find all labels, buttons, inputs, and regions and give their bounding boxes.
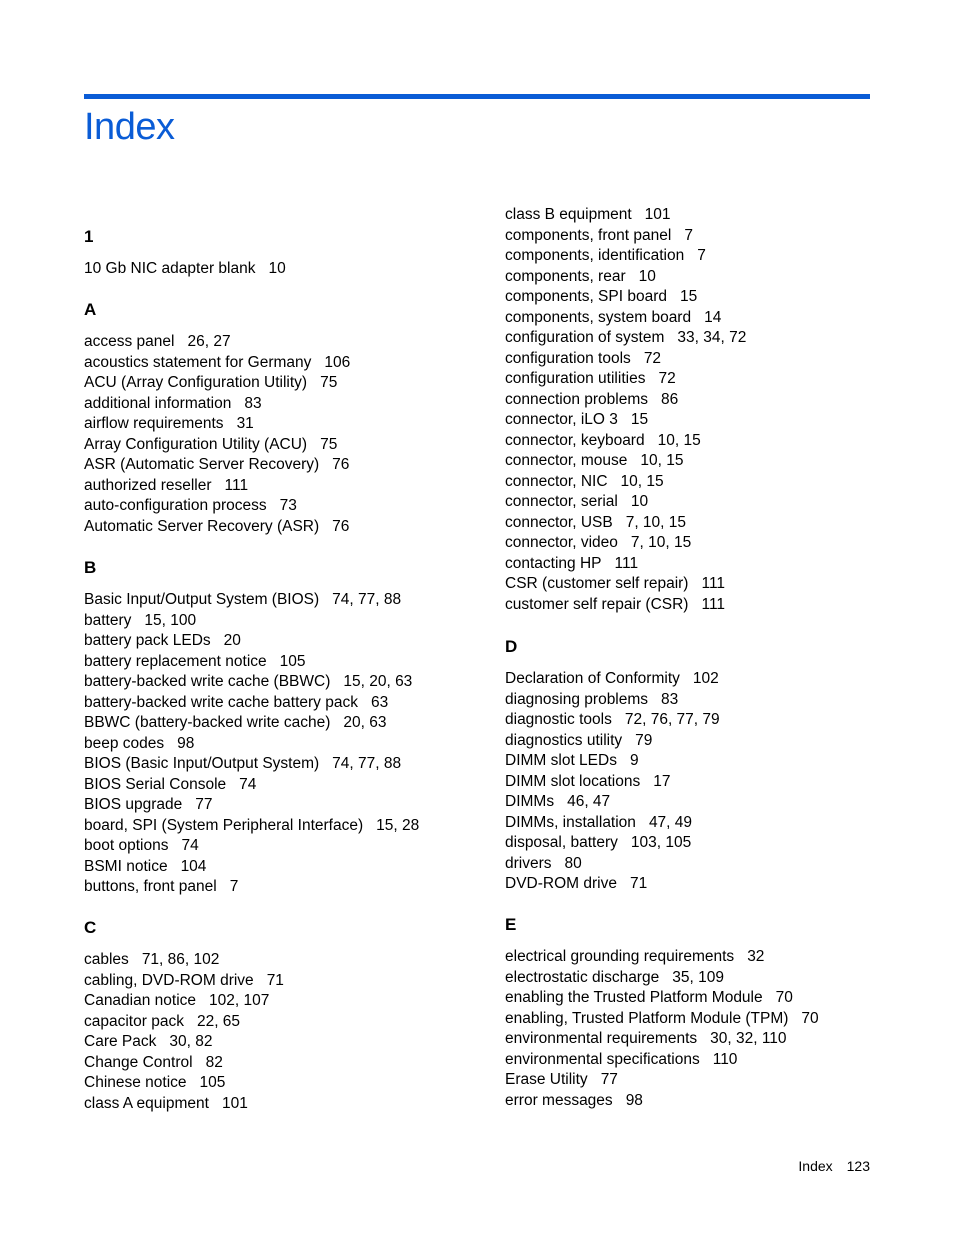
index-entry xyxy=(505,472,905,493)
index-entry xyxy=(505,328,905,349)
index-entry xyxy=(84,435,484,456)
index-section xyxy=(505,637,905,895)
index-page-refs: 10 xyxy=(268,260,286,277)
index-entry xyxy=(84,991,484,1012)
index-entry xyxy=(505,1029,905,1050)
index-term: connector, serial xyxy=(505,493,618,510)
index-entry xyxy=(505,988,905,1009)
index-term: diagnosing problems xyxy=(505,690,649,708)
index-page-refs: 105 xyxy=(279,652,306,670)
index-term: battery xyxy=(84,611,132,629)
index-term: connector, USB xyxy=(505,513,613,531)
footer-section-label: Index xyxy=(798,1158,833,1174)
page-footer xyxy=(798,1158,870,1174)
index-entry xyxy=(84,672,484,693)
index-entry xyxy=(505,947,905,968)
index-term: Declaration of Conformity xyxy=(505,670,680,687)
index-term: 10 Gb NIC adapter blank xyxy=(84,260,256,277)
index-entry xyxy=(84,857,484,878)
index-page-refs: 106 xyxy=(324,353,351,371)
index-page-refs: 15, 28 xyxy=(376,816,420,834)
index-page-refs: 76 xyxy=(332,517,350,535)
section-letter: 1 xyxy=(84,227,94,246)
index-term: class B equipment xyxy=(505,206,632,223)
index-entry xyxy=(84,877,484,898)
index-page-refs: 103, 105 xyxy=(630,834,692,851)
index-term: ACU (Array Configuration Utility) xyxy=(84,374,308,391)
index-term: connector, mouse xyxy=(505,452,628,469)
title-rule xyxy=(84,94,870,99)
index-entry xyxy=(84,259,484,280)
index-entry xyxy=(84,1094,484,1115)
index-term: BBWC (battery-backed write cache) xyxy=(84,714,331,731)
index-term: access panel xyxy=(84,333,175,350)
index-page-refs: 22, 65 xyxy=(196,1012,241,1030)
index-entry xyxy=(505,833,905,854)
index-term: enabling, Trusted Platform Module (TPM) xyxy=(505,1009,789,1027)
index-entry xyxy=(505,1070,905,1091)
index-term: components, system board xyxy=(505,308,692,326)
index-page-refs: 83 xyxy=(661,690,679,708)
index-term: electrical grounding requirements xyxy=(505,948,735,965)
index-term: disposal, battery xyxy=(505,834,618,851)
index-page-refs: 9 xyxy=(629,752,639,769)
index-page-refs: 75 xyxy=(320,435,338,453)
index-entry xyxy=(84,455,484,476)
index-term: Array Configuration Utility (ACU) xyxy=(84,435,308,453)
index-page-refs: 15, 20, 63 xyxy=(343,673,413,690)
index-term: BIOS Serial Console xyxy=(84,775,227,793)
index-entry xyxy=(505,669,905,690)
index-term: board, SPI (System Peripheral Interface) xyxy=(84,816,364,834)
index-page-refs: 71 xyxy=(266,971,284,989)
index-term: connector, video xyxy=(505,534,618,551)
index-page-refs: 111 xyxy=(224,476,249,494)
index-term: authorized reseller xyxy=(84,476,212,494)
index-entry xyxy=(505,710,905,731)
index-term: airflow requirements xyxy=(84,415,224,432)
index-entry xyxy=(505,369,905,390)
index-entry xyxy=(505,731,905,752)
index-page-refs: 80 xyxy=(564,854,582,872)
index-entry xyxy=(84,734,484,755)
index-term: additional information xyxy=(84,394,232,412)
index-section xyxy=(505,915,905,1111)
index-term: environmental requirements xyxy=(505,1030,698,1047)
index-term: drivers xyxy=(505,854,552,872)
index-page-refs: 76 xyxy=(332,456,350,473)
index-page-refs: 98 xyxy=(625,1091,643,1109)
index-page-refs: 77 xyxy=(600,1071,618,1088)
index-page-refs: 74, 77, 88 xyxy=(332,591,402,608)
index-page-refs: 74 xyxy=(239,775,257,793)
index-entry xyxy=(84,775,484,796)
index-page-refs: 111 xyxy=(701,595,726,613)
index-entry xyxy=(505,308,905,329)
index-term: enabling the Trusted Platform Module xyxy=(505,989,763,1006)
index-term: Canadian notice xyxy=(84,992,197,1009)
index-entry xyxy=(84,713,484,734)
index-entry xyxy=(84,611,484,632)
index-entry xyxy=(84,816,484,837)
index-page-refs: 70 xyxy=(775,989,793,1006)
index-entry xyxy=(505,349,905,370)
index-page-refs: 47, 49 xyxy=(648,813,693,831)
index-page-refs: 74 xyxy=(181,837,199,854)
index-page-refs: 20 xyxy=(223,632,241,649)
index-entry xyxy=(505,751,905,772)
index-term: DIMM slot LEDs xyxy=(505,752,617,769)
index-entry xyxy=(505,813,905,834)
index-page-refs: 15 xyxy=(680,288,698,305)
index-term: DIMMs xyxy=(505,793,555,810)
index-entry xyxy=(84,373,484,394)
index-entry xyxy=(84,631,484,652)
index-page-refs: 7, 10, 15 xyxy=(630,534,692,551)
index-entry xyxy=(505,205,905,226)
index-entry xyxy=(505,410,905,431)
index-term: Care Pack xyxy=(84,1033,157,1050)
index-page-refs: 30, 82 xyxy=(169,1033,213,1050)
index-page-refs: 110 xyxy=(712,1050,738,1068)
index-entry xyxy=(505,874,905,895)
index-entry xyxy=(505,792,905,813)
index-section xyxy=(84,558,484,898)
index-term: components, front panel xyxy=(505,226,672,244)
index-term: diagnostic tools xyxy=(505,711,612,728)
index-term: buttons, front panel xyxy=(84,878,217,895)
index-page-refs: 7, 10, 15 xyxy=(625,513,687,531)
index-term: BSMI notice xyxy=(84,857,168,875)
index-entry xyxy=(505,287,905,308)
index-page-refs: 82 xyxy=(205,1053,223,1071)
index-term: beep codes xyxy=(84,734,165,752)
index-entry xyxy=(84,971,484,992)
index-page-refs: 63 xyxy=(370,693,389,711)
index-term: auto-configuration process xyxy=(84,497,267,514)
index-term: battery pack LEDs xyxy=(84,632,211,649)
index-term: cabling, DVD-ROM drive xyxy=(84,971,254,989)
index-entry xyxy=(84,394,484,415)
index-page-refs: 101 xyxy=(644,206,671,223)
index-page-refs: 77 xyxy=(195,796,213,813)
index-term: Automatic Server Recovery (ASR) xyxy=(84,517,320,535)
index-page-refs: 83 xyxy=(244,394,262,412)
index-entry xyxy=(84,414,484,435)
index-entry xyxy=(84,836,484,857)
index-term: environmental specifications xyxy=(505,1050,700,1068)
index-page-refs: 86 xyxy=(661,390,679,408)
index-page-refs: 7 xyxy=(229,878,239,895)
index-term: CSR (customer self repair) xyxy=(505,575,689,592)
index-term: configuration tools xyxy=(505,349,631,367)
index-term: components, rear xyxy=(505,267,626,285)
index-term: error messages xyxy=(505,1091,613,1109)
index-entry-list xyxy=(84,332,484,537)
index-page-refs: 98 xyxy=(177,734,195,752)
index-entry xyxy=(84,693,484,714)
index-entry xyxy=(84,1073,484,1094)
index-entry xyxy=(505,772,905,793)
footer-page-number: 123 xyxy=(846,1158,870,1174)
index-term: boot options xyxy=(84,837,169,854)
page-title: Index xyxy=(84,106,175,148)
section-letter: E xyxy=(505,915,517,934)
index-term: acoustics statement for Germany xyxy=(84,353,312,371)
index-page-refs: 102, 107 xyxy=(209,992,270,1009)
index-page-refs: 46, 47 xyxy=(567,793,611,810)
index-entry xyxy=(505,451,905,472)
index-term: battery-backed write cache (BBWC) xyxy=(84,673,331,690)
index-entry xyxy=(84,590,484,611)
index-term: configuration utilities xyxy=(505,370,646,387)
index-entry xyxy=(505,595,905,616)
index-entry-list xyxy=(505,669,905,895)
index-term: Change Control xyxy=(84,1053,193,1071)
index-term: electrostatic discharge xyxy=(505,968,660,986)
section-letter: A xyxy=(84,300,97,319)
index-page-refs: 101 xyxy=(221,1094,248,1112)
index-term: capacitor pack xyxy=(84,1012,184,1030)
index-entry xyxy=(505,390,905,411)
index-page-refs: 71 xyxy=(629,875,648,892)
index-page-refs: 15 xyxy=(630,411,649,428)
index-entry xyxy=(505,513,905,534)
index-page-refs: 105 xyxy=(199,1074,226,1091)
index-term: DVD-ROM drive xyxy=(505,875,617,892)
index-entry xyxy=(505,246,905,267)
index-page-refs: 17 xyxy=(653,772,671,790)
index-term: components, identification xyxy=(505,247,685,264)
index-entry xyxy=(505,431,905,452)
index-term: cables xyxy=(84,951,129,968)
index-page-refs: 7 xyxy=(684,226,693,244)
index-page-refs: 7 xyxy=(697,247,706,264)
index-entry xyxy=(505,554,905,575)
index-page-refs: 10, 15 xyxy=(657,431,701,449)
index-term: battery replacement notice xyxy=(84,652,267,670)
index-page-refs: 20, 63 xyxy=(343,714,387,731)
index-page-refs: 72 xyxy=(658,370,676,387)
section-letter: C xyxy=(84,918,97,937)
index-entry-list xyxy=(84,590,484,898)
index-page-refs: 102 xyxy=(692,670,719,687)
index-entry xyxy=(505,574,905,595)
index-page-refs: 10 xyxy=(638,267,656,285)
index-page-refs: 72 xyxy=(643,349,662,367)
index-page-refs: 74, 77, 88 xyxy=(332,755,402,772)
index-entry-list xyxy=(84,950,484,1114)
index-page-refs: 33, 34, 72 xyxy=(677,329,747,346)
index-entry xyxy=(84,1032,484,1053)
section-letter: B xyxy=(84,558,97,577)
index-term: components, SPI board xyxy=(505,288,667,305)
index-page-refs: 79 xyxy=(635,731,653,749)
index-entry xyxy=(505,226,905,247)
index-term: BIOS (Basic Input/Output System) xyxy=(84,755,320,772)
index-term: BIOS upgrade xyxy=(84,796,183,813)
index-page-refs: 15, 100 xyxy=(144,611,197,629)
index-term: battery-backed write cache battery pack xyxy=(84,693,358,711)
index-page-refs: 31 xyxy=(236,415,254,432)
index-entry xyxy=(505,492,905,513)
index-entry-list xyxy=(505,947,905,1111)
index-page-refs: 111 xyxy=(701,575,726,592)
index-page-refs: 73 xyxy=(279,497,297,514)
index-term: Erase Utility xyxy=(505,1071,588,1088)
index-page-refs: 32 xyxy=(747,948,765,965)
index-page-refs: 14 xyxy=(704,308,722,326)
index-section xyxy=(84,227,484,280)
index-entry xyxy=(84,754,484,775)
index-page-refs: 10, 15 xyxy=(620,472,664,490)
index-entry xyxy=(84,353,484,374)
index-page-refs: 26, 27 xyxy=(187,333,231,350)
index-entry xyxy=(84,496,484,517)
index-section xyxy=(84,918,484,1114)
index-entry xyxy=(84,795,484,816)
index-term: Chinese notice xyxy=(84,1074,187,1091)
index-entry xyxy=(84,950,484,971)
section-letter: D xyxy=(505,637,518,656)
index-section xyxy=(505,205,905,615)
index-page-refs: 35, 109 xyxy=(672,968,724,986)
index-term: DIMM slot locations xyxy=(505,772,641,790)
index-page-refs: 10, 15 xyxy=(640,452,684,469)
index-entry xyxy=(505,1091,905,1112)
index-page-refs: 104 xyxy=(180,857,207,875)
index-term: class A equipment xyxy=(84,1094,209,1112)
index-entry xyxy=(84,332,484,353)
index-term: connector, iLO 3 xyxy=(505,411,618,428)
index-entry xyxy=(84,517,484,538)
index-page-refs: 30, 32, 110 xyxy=(710,1030,787,1047)
index-entry xyxy=(84,1053,484,1074)
index-term: contacting HP xyxy=(505,554,602,572)
index-entry xyxy=(505,690,905,711)
index-term: connector, NIC xyxy=(505,472,608,490)
index-term: diagnostics utility xyxy=(505,731,623,749)
index-entry xyxy=(505,1050,905,1071)
index-entry xyxy=(505,1009,905,1030)
index-term: ASR (Automatic Server Recovery) xyxy=(84,456,320,473)
index-term: DIMMs, installation xyxy=(505,813,636,831)
index-page-refs: 75 xyxy=(320,374,338,391)
index-entry xyxy=(84,1012,484,1033)
index-section xyxy=(84,300,484,537)
index-page-refs: 70 xyxy=(801,1009,819,1027)
index-entry xyxy=(84,476,484,497)
index-page-refs: 71, 86, 102 xyxy=(141,951,220,968)
index-entry-list xyxy=(84,259,484,280)
index-entry xyxy=(505,533,905,554)
index-page-refs: 72, 76, 77, 79 xyxy=(624,711,720,728)
index-term: Basic Input/Output System (BIOS) xyxy=(84,591,320,608)
index-term: connector, keyboard xyxy=(505,431,645,449)
index-term: customer self repair (CSR) xyxy=(505,595,689,613)
index-entry xyxy=(505,854,905,875)
index-entry xyxy=(505,267,905,288)
index-term: configuration of system xyxy=(505,329,665,346)
index-entry xyxy=(84,652,484,673)
index-entry xyxy=(505,968,905,989)
index-page-refs: 111 xyxy=(614,554,639,572)
index-page-refs: 10 xyxy=(630,493,649,510)
index-term: connection problems xyxy=(505,390,649,408)
index-entry-list xyxy=(505,205,905,615)
